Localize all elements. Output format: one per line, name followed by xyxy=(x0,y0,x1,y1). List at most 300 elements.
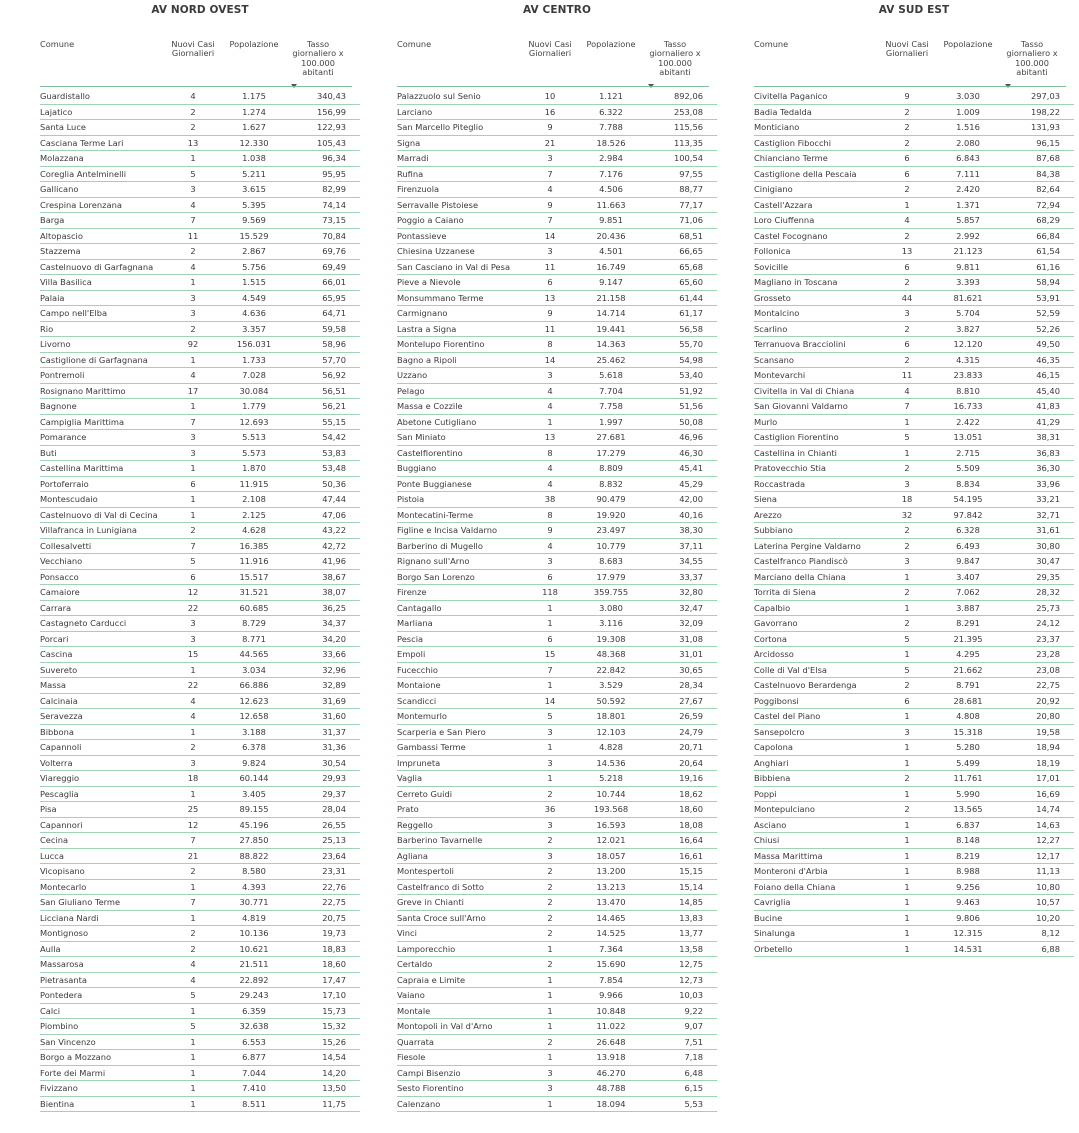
table-row xyxy=(397,895,717,911)
cell-popolazione: 193.568 xyxy=(593,804,629,814)
cell-popolazione: 90.479 xyxy=(596,494,626,504)
cell-popolazione: 17.279 xyxy=(596,447,626,458)
table-row xyxy=(754,182,1074,198)
cell-popolazione: 12.103 xyxy=(596,726,626,737)
cell-tasso: 31,37 xyxy=(322,726,346,737)
cell-popolazione: 11.663 xyxy=(596,199,626,210)
cell-popolazione: 14.363 xyxy=(596,339,626,349)
cell-tasso: 15,32 xyxy=(322,1021,346,1031)
cell-tasso: 54,98 xyxy=(679,354,703,365)
table-header xyxy=(397,38,717,88)
header-tasso[interactable] xyxy=(643,40,707,77)
cell-comune: Bientina xyxy=(40,1098,75,1109)
cell-nuovi-casi: 4 xyxy=(190,370,196,380)
header-nuovi-casi[interactable] xyxy=(168,40,218,59)
cell-comune: Castiglione della Pescaia xyxy=(754,168,857,179)
cell-popolazione: 4.549 xyxy=(242,292,266,303)
table-row xyxy=(40,725,360,741)
table-row xyxy=(754,151,1074,167)
cell-nuovi-casi: 1 xyxy=(190,788,196,799)
table-row xyxy=(40,229,360,245)
cell-nuovi-casi: 4 xyxy=(190,199,196,210)
cell-popolazione: 7.111 xyxy=(956,168,980,179)
cell-popolazione: 81.621 xyxy=(953,292,983,303)
cell-comune: Signa xyxy=(397,137,421,148)
table-row xyxy=(754,694,1074,710)
cell-tasso: 46,30 xyxy=(679,447,703,458)
cell-comune: Chianciano Terme xyxy=(754,153,828,163)
cell-popolazione: 9.811 xyxy=(956,261,980,272)
table-row xyxy=(40,895,360,911)
cell-tasso: 53,48 xyxy=(322,463,346,473)
table-row xyxy=(754,260,1074,276)
cell-tasso: 17,10 xyxy=(322,990,346,1000)
cell-popolazione: 89.155 xyxy=(239,804,269,814)
cell-comune: Altopascio xyxy=(40,230,83,241)
cell-comune: Prato xyxy=(397,804,419,814)
cell-nuovi-casi: 2 xyxy=(547,788,553,799)
cell-nuovi-casi: 6 xyxy=(547,633,553,644)
table-row xyxy=(754,477,1074,493)
cell-tasso: 340,43 xyxy=(316,91,346,101)
cell-nuovi-casi: 3 xyxy=(547,1067,553,1078)
cell-popolazione: 60.144 xyxy=(239,773,269,783)
table-row xyxy=(40,384,360,400)
cell-nuovi-casi: 8 xyxy=(547,339,553,349)
cell-popolazione: 46.270 xyxy=(596,1067,626,1078)
cell-comune: Ponsacco xyxy=(40,571,79,582)
cell-comune: Capraia e Limite xyxy=(397,974,466,985)
cell-tasso: 51,56 xyxy=(679,401,703,411)
cell-tasso: 14,85 xyxy=(679,897,703,907)
cell-popolazione: 8.291 xyxy=(956,618,980,628)
cell-popolazione: 21.158 xyxy=(596,292,626,303)
cell-comune: Gallicano xyxy=(40,184,79,194)
table-row xyxy=(40,911,360,927)
cell-popolazione: 20.436 xyxy=(596,230,626,241)
table-row xyxy=(397,1019,717,1035)
header-text: giornaliero x xyxy=(292,48,344,59)
cell-comune: Monteroni d'Arbia xyxy=(754,866,828,876)
cell-popolazione: 6.378 xyxy=(242,742,266,752)
table-row xyxy=(40,601,360,617)
cell-tasso: 30,47 xyxy=(1036,556,1060,566)
cell-comune: Rufina xyxy=(397,168,424,179)
cell-tasso: 47,06 xyxy=(322,509,346,520)
table-row xyxy=(40,663,360,679)
cell-nuovi-casi: 10 xyxy=(544,91,556,101)
table-row xyxy=(40,415,360,431)
cell-nuovi-casi: 1 xyxy=(904,943,910,954)
cell-popolazione: 19.308 xyxy=(596,633,626,644)
cell-tasso: 22,76 xyxy=(322,881,346,892)
cell-tasso: 69,49 xyxy=(322,261,346,272)
cell-comune: Pontassieve xyxy=(397,230,447,241)
table-row xyxy=(754,492,1074,508)
cell-comune: Palazzuolo sul Senio xyxy=(397,91,481,101)
cell-tasso: 69,76 xyxy=(322,246,346,256)
cell-nuovi-casi: 3 xyxy=(547,153,553,163)
header-text: Tasso xyxy=(1020,39,1044,49)
cell-tasso: 18,94 xyxy=(1036,742,1060,752)
cell-nuovi-casi: 4 xyxy=(190,261,196,272)
cell-comune: Barberino di Mugello xyxy=(397,540,483,551)
cell-popolazione: 13.213 xyxy=(596,881,626,892)
cell-tasso: 24,12 xyxy=(1036,618,1060,628)
cell-nuovi-casi: 1 xyxy=(190,881,196,892)
cell-nuovi-casi: 9 xyxy=(904,91,910,101)
cell-comune: Forte dei Marmi xyxy=(40,1067,106,1078)
cell-popolazione: 14.536 xyxy=(596,757,626,768)
header-text: 100.000 xyxy=(301,57,335,68)
cell-popolazione: 156.031 xyxy=(236,339,272,349)
cell-tasso: 42,72 xyxy=(322,540,346,551)
table-row xyxy=(40,647,360,663)
cell-tasso: 11,75 xyxy=(322,1098,346,1109)
table-row xyxy=(397,322,717,338)
header-text: Nuovi Casi xyxy=(528,39,572,49)
cell-tasso: 40,16 xyxy=(679,509,703,520)
cell-nuovi-casi: 3 xyxy=(547,370,553,380)
table-body xyxy=(40,89,360,1112)
cell-comune: Magliano in Toscana xyxy=(754,277,838,287)
cell-tasso: 32,47 xyxy=(679,602,703,613)
table-row xyxy=(397,957,717,973)
cell-popolazione: 5.857 xyxy=(956,215,980,225)
cell-comune: Portoferraio xyxy=(40,478,89,489)
cell-comune: Barga xyxy=(40,215,65,225)
table-row xyxy=(754,136,1074,152)
cell-popolazione: 5.280 xyxy=(956,742,980,752)
table-row xyxy=(397,306,717,322)
cell-comune: Fivizzano xyxy=(40,1083,78,1093)
cell-tasso: 56,51 xyxy=(322,385,346,396)
cell-nuovi-casi: 4 xyxy=(547,478,553,489)
table-row xyxy=(397,1004,717,1020)
cell-tasso: 34,20 xyxy=(322,633,346,644)
table-row xyxy=(40,849,360,865)
cell-nuovi-casi: 3 xyxy=(190,633,196,644)
cell-comune: Castelfranco Piandiscò xyxy=(754,556,848,566)
header-comune[interactable]: Comune xyxy=(40,39,75,49)
cell-tasso: 11,13 xyxy=(1036,866,1060,876)
cell-popolazione: 6.322 xyxy=(599,106,623,117)
cell-nuovi-casi: 6 xyxy=(547,277,553,287)
cell-tasso: 32,71 xyxy=(1036,509,1060,520)
table-row xyxy=(397,477,717,493)
cell-nuovi-casi: 118 xyxy=(542,587,558,597)
table-row xyxy=(397,182,717,198)
table-row xyxy=(40,461,360,477)
cell-nuovi-casi: 8 xyxy=(547,447,553,458)
cell-comune: Ponte Buggianese xyxy=(397,478,472,489)
cell-popolazione: 1.870 xyxy=(242,463,266,473)
cell-popolazione: 18.801 xyxy=(596,711,626,721)
cell-nuovi-casi: 7 xyxy=(190,540,196,551)
cell-comune: Lucca xyxy=(40,850,64,861)
cell-comune: Sinalunga xyxy=(754,928,796,938)
cell-popolazione: 2.422 xyxy=(956,416,980,427)
cell-comune: Scarlino xyxy=(754,323,788,334)
header-comune[interactable]: Comune xyxy=(397,39,432,49)
cell-tasso: 113,35 xyxy=(673,137,703,148)
cell-popolazione: 14.531 xyxy=(953,943,983,954)
table-row xyxy=(754,709,1074,725)
cell-comune: Porcari xyxy=(40,633,69,644)
cell-comune: Capolona xyxy=(754,742,793,752)
cell-comune: Campo nell'Elba xyxy=(40,308,108,318)
cell-nuovi-casi: 18 xyxy=(187,773,199,783)
table-row xyxy=(40,818,360,834)
table-row xyxy=(397,275,717,291)
cell-comune: Pescia xyxy=(397,633,424,644)
table-row xyxy=(40,1019,360,1035)
table-row xyxy=(754,585,1074,601)
table-row xyxy=(40,523,360,539)
table-row xyxy=(40,492,360,508)
cell-popolazione: 8.219 xyxy=(956,850,980,861)
cell-comune: Fiesole xyxy=(397,1052,426,1062)
cell-nuovi-casi: 1 xyxy=(547,742,553,752)
table-header xyxy=(754,38,1074,88)
header-popolazione[interactable]: Popolazione xyxy=(943,39,993,49)
cell-nuovi-casi: 2 xyxy=(904,618,910,628)
table-row xyxy=(754,446,1074,462)
table-row xyxy=(397,244,717,260)
cell-comune: Orbetello xyxy=(754,943,793,954)
cell-tasso: 100,54 xyxy=(673,153,703,163)
table-row xyxy=(754,570,1074,586)
cell-tasso: 9,07 xyxy=(684,1021,703,1031)
header-nuovi-casi[interactable] xyxy=(882,40,932,59)
cell-popolazione: 4.501 xyxy=(599,246,623,256)
cell-nuovi-casi: 14 xyxy=(544,354,556,365)
table-row xyxy=(397,601,717,617)
cell-popolazione: 22.892 xyxy=(239,974,269,985)
cell-comune: Monticiano xyxy=(754,122,800,132)
cell-tasso: 16,64 xyxy=(679,835,703,845)
cell-nuovi-casi: 4 xyxy=(547,385,553,396)
header-nuovi-casi[interactable] xyxy=(525,40,575,59)
table-row xyxy=(397,337,717,353)
cell-comune: Castel del Piano xyxy=(754,711,821,721)
cell-popolazione: 8.683 xyxy=(599,556,623,566)
cell-tasso: 55,70 xyxy=(679,339,703,349)
cell-comune: Castiglione di Garfagnana xyxy=(40,354,148,365)
cell-nuovi-casi: 15 xyxy=(187,649,199,659)
cell-comune: Arezzo xyxy=(754,509,782,520)
cell-nuovi-casi: 2 xyxy=(904,680,910,690)
cell-popolazione: 10.744 xyxy=(596,788,626,799)
table-row xyxy=(754,198,1074,214)
table-row xyxy=(40,1035,360,1051)
cell-nuovi-casi: 1 xyxy=(190,153,196,163)
cell-nuovi-casi: 2 xyxy=(904,184,910,194)
cell-tasso: 32,89 xyxy=(322,680,346,690)
cell-popolazione: 2.420 xyxy=(956,184,980,194)
cell-comune: Abetone Cutigliano xyxy=(397,416,477,427)
cell-popolazione: 3.188 xyxy=(242,726,266,737)
table-row xyxy=(40,89,360,105)
table-row xyxy=(754,291,1074,307)
table-row xyxy=(397,198,717,214)
cell-nuovi-casi: 7 xyxy=(547,664,553,675)
table-row xyxy=(754,523,1074,539)
cell-popolazione: 12.021 xyxy=(596,835,626,845)
cell-popolazione: 1.274 xyxy=(242,106,266,117)
table-row xyxy=(40,678,360,694)
cell-comune: Massa Marittima xyxy=(754,850,823,861)
table-row xyxy=(397,430,717,446)
cell-popolazione: 21.123 xyxy=(953,246,983,256)
cell-tasso: 68,51 xyxy=(679,230,703,241)
header-text: Tasso xyxy=(306,39,330,49)
cell-comune: Montopoli in Val d'Arno xyxy=(397,1021,493,1031)
header-divider xyxy=(40,86,352,87)
cell-popolazione: 25.462 xyxy=(596,354,626,365)
header-popolazione[interactable]: Popolazione xyxy=(229,39,279,49)
cell-popolazione: 48.368 xyxy=(596,649,626,659)
cell-nuovi-casi: 3 xyxy=(547,850,553,861)
cell-comune: Firenze xyxy=(397,587,427,597)
table-row xyxy=(40,244,360,260)
cell-nuovi-casi: 2 xyxy=(547,881,553,892)
table-row xyxy=(397,229,717,245)
header-tasso[interactable] xyxy=(286,40,350,77)
cell-comune: Bibbona xyxy=(40,726,74,737)
cell-popolazione: 7.788 xyxy=(599,122,623,132)
cell-comune: Molazzana xyxy=(40,153,84,163)
table-row xyxy=(754,306,1074,322)
cell-comune: Montale xyxy=(397,1005,431,1016)
cell-nuovi-casi: 1 xyxy=(547,680,553,690)
table-row xyxy=(40,880,360,896)
cell-tasso: 20,92 xyxy=(1036,695,1060,706)
table-row xyxy=(754,508,1074,524)
cell-nuovi-casi: 2 xyxy=(547,897,553,907)
cell-popolazione: 7.044 xyxy=(242,1067,266,1078)
table-row xyxy=(397,988,717,1004)
cell-tasso: 26,55 xyxy=(322,819,346,830)
cell-comune: Borgo a Mozzano xyxy=(40,1052,112,1062)
cell-popolazione: 12.315 xyxy=(953,928,983,938)
cell-popolazione: 48.788 xyxy=(596,1083,626,1093)
table-row xyxy=(754,105,1074,121)
cell-nuovi-casi: 2 xyxy=(190,742,196,752)
cell-tasso: 14,74 xyxy=(1036,804,1060,814)
cell-comune: Massa xyxy=(40,680,66,690)
table-row xyxy=(754,120,1074,136)
cell-nuovi-casi: 1 xyxy=(190,1036,196,1047)
cell-tasso: 50,08 xyxy=(679,416,703,427)
table-row xyxy=(754,849,1074,865)
cell-popolazione: 13.918 xyxy=(596,1052,626,1062)
header-divider xyxy=(397,86,709,87)
cell-comune: Barberino Tavarnelle xyxy=(397,835,483,845)
table-row xyxy=(397,523,717,539)
cell-nuovi-casi: 9 xyxy=(547,308,553,318)
cell-nuovi-casi: 44 xyxy=(901,292,913,303)
cell-tasso: 30,65 xyxy=(679,664,703,675)
cell-nuovi-casi: 3 xyxy=(904,726,910,737)
cell-popolazione: 10.136 xyxy=(239,928,269,938)
cell-comune: Casciana Terme Lari xyxy=(40,137,124,148)
cell-nuovi-casi: 3 xyxy=(190,757,196,768)
table-row xyxy=(754,647,1074,663)
cell-tasso: 61,17 xyxy=(679,308,703,318)
table-row xyxy=(40,368,360,384)
cell-tasso: 26,59 xyxy=(679,711,703,721)
cell-nuovi-casi: 3 xyxy=(547,246,553,256)
table-row xyxy=(397,1097,717,1113)
table-row xyxy=(40,1050,360,1066)
header-tasso[interactable] xyxy=(1000,40,1064,77)
header-popolazione[interactable]: Popolazione xyxy=(586,39,636,49)
header-text: 100.000 xyxy=(658,57,692,68)
cell-nuovi-casi: 7 xyxy=(190,416,196,427)
cell-nuovi-casi: 7 xyxy=(190,897,196,907)
cell-tasso: 71,06 xyxy=(679,215,703,225)
table-row xyxy=(397,911,717,927)
table-row xyxy=(40,988,360,1004)
cell-tasso: 53,83 xyxy=(322,447,346,458)
cell-nuovi-casi: 2 xyxy=(904,804,910,814)
table-row xyxy=(754,616,1074,632)
cell-popolazione: 1.175 xyxy=(242,91,266,101)
cell-nuovi-casi: 6 xyxy=(904,695,910,706)
cell-tasso: 64,71 xyxy=(322,308,346,318)
cell-popolazione: 19.441 xyxy=(596,323,626,334)
cell-comune: Montalcino xyxy=(754,308,800,318)
cell-nuovi-casi: 2 xyxy=(190,246,196,256)
table-row xyxy=(754,756,1074,772)
cell-popolazione: 8.511 xyxy=(242,1098,266,1109)
cell-comune: Agliana xyxy=(397,850,428,861)
table-row xyxy=(754,787,1074,803)
cell-comune: Licciana Nardi xyxy=(40,912,99,923)
cell-popolazione: 4.393 xyxy=(242,881,266,892)
cell-nuovi-casi: 1 xyxy=(904,416,910,427)
cell-nuovi-casi: 9 xyxy=(547,525,553,535)
cell-comune: Certaldo xyxy=(397,959,433,969)
cell-popolazione: 13.470 xyxy=(596,897,626,907)
cell-comune: Pontedera xyxy=(40,990,83,1000)
table-row xyxy=(754,89,1074,105)
cell-popolazione: 27.681 xyxy=(596,432,626,442)
cell-comune: San Miniato xyxy=(397,432,446,442)
table-row xyxy=(40,632,360,648)
table-row xyxy=(397,849,717,865)
cell-tasso: 15,73 xyxy=(322,1005,346,1016)
cell-popolazione: 18.094 xyxy=(596,1098,626,1109)
cell-nuovi-casi: 1 xyxy=(547,618,553,628)
cell-tasso: 65,68 xyxy=(679,261,703,272)
cell-comune: Arcidosso xyxy=(754,649,794,659)
cell-popolazione: 22.842 xyxy=(596,664,626,675)
cell-popolazione: 5.499 xyxy=(956,757,980,768)
cell-nuovi-casi: 13 xyxy=(901,246,913,256)
cell-tasso: 19,73 xyxy=(322,928,346,938)
cell-tasso: 38,30 xyxy=(679,525,703,535)
cell-tasso: 49,50 xyxy=(1036,339,1060,349)
cell-nuovi-casi: 14 xyxy=(544,695,556,706)
cell-popolazione: 9.147 xyxy=(599,277,623,287)
table-row xyxy=(40,213,360,229)
header-comune[interactable]: Comune xyxy=(754,39,789,49)
cell-tasso: 31,01 xyxy=(679,649,703,659)
cell-comune: Lamporecchio xyxy=(397,943,456,954)
cell-nuovi-casi: 11 xyxy=(187,230,199,241)
